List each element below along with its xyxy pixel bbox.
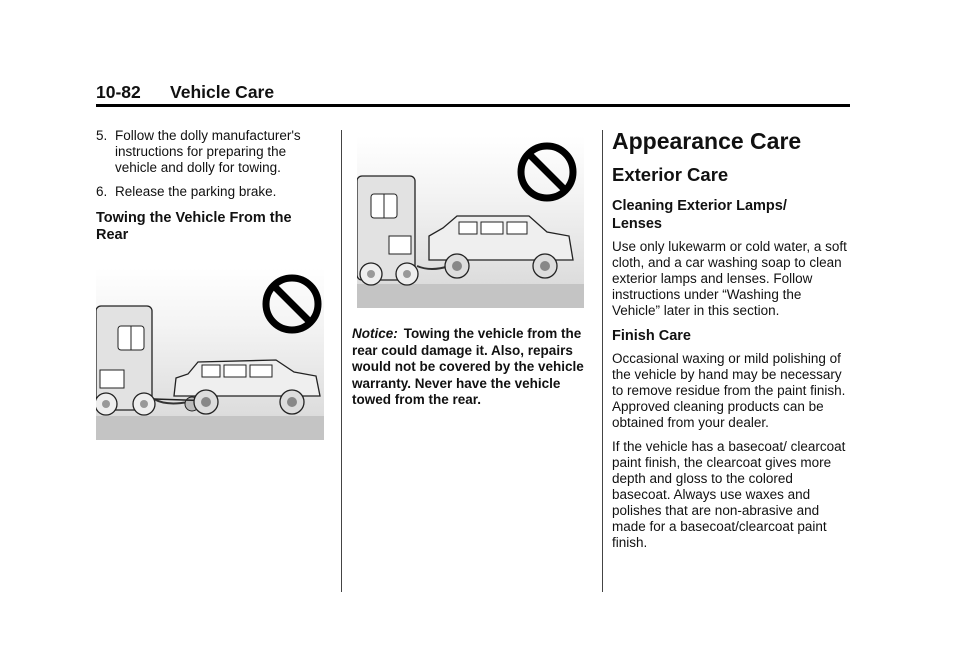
column-divider-2 [602,130,603,592]
subsection-title: Exterior Care [612,164,729,185]
header-rule [96,104,850,107]
section-heading: Finish Care [612,328,691,344]
step-text: Follow the dolly manufacturer's instructions for preparing the vehicle and dolly for towing. [115,128,301,175]
body-paragraph: If the vehicle has a basecoat/ clearcoat paint finish, the clearcoat gives more depth and gloss to the colored basecoat. Always use waxes and polishes that are non-abrasive and made for a basecoat/clearcoat paint finish. [612,439,846,550]
section-title: Vehicle Care [170,82,275,102]
page-header [96,82,274,103]
step-number: 6. [96,184,108,199]
list-item [96,128,326,176]
column-divider-1 [341,130,342,592]
motorhome [96,306,155,415]
body-paragraph: Occasional waxing or mild polishing of the vehicle by hand may be necessary to remove residue from the paint finish. Approved cleaning products can be obtained from your dealer. [612,351,846,430]
list-item [96,184,326,200]
right-column [612,128,852,559]
step-text: Release the parking brake. [115,184,277,199]
page-number: 10-82 [96,82,141,102]
motorhome [357,176,418,285]
section-heading: Cleaning Exterior Lamps/ Lenses [612,198,787,232]
notice-text: Towing the vehicle from the rear could damage it. Also, repairs would not be covered by the vehicle warranty. Never have the vehicle towed from the rear. [352,326,584,407]
step-number: 5. [96,128,108,143]
middle-column [352,326,584,417]
notice-label: Notice: [352,326,398,341]
prohibited-rear-towing-illustration [357,136,584,308]
body-paragraph: Use only lukewarm or cold water, a soft cloth, and a car washing soap to clean exterior lamps and lenses. Follow instructions under “Washing the Vehicle” later in this section. [612,239,847,318]
section-heading: Towing the Vehicle From the Rear [96,210,292,243]
page-title: Appearance Care [612,128,802,154]
left-column [96,128,326,244]
prohibited-rear-towing-illustration [96,268,324,440]
notice-paragraph [352,326,584,409]
